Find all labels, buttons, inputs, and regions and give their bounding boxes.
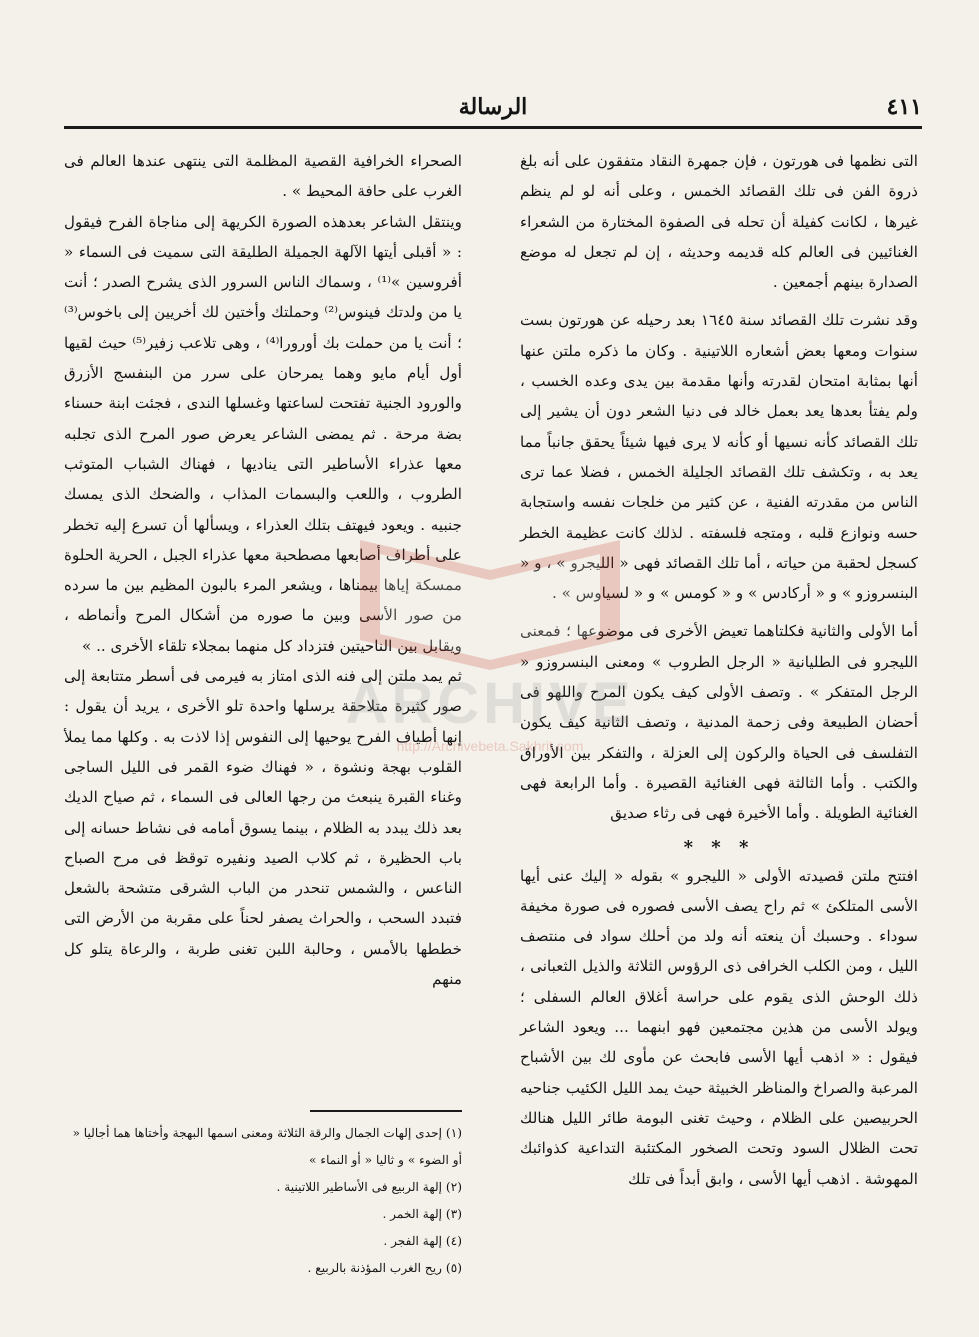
watermark-url: http://Archivebeta.Sakhrit.com	[396, 738, 584, 754]
article-paragraph: ثم يمد ملتن إلى فنه الذى امتاز به فيرمى فى أسطر متتابعة إلى صور كثيرة متلاحقة يرسلها واحدة تلو الأخرى ، يريد أن يقول : إنها أطياف الفرح يوحيها إلى النفوس إذا لاذت به . وكلها مما يملأ القلوب بهجة ونشوة ، « فهناك ضوء القمر فى الليل الساجى وغناء القبرة ينبعث من رجها العالى فى السماء ، ثم صياح الديك بعد ذلك يبدد به الظلام ، بينما يسوق أمامه فى نشاط حسانه إلى باب الحظيرة ، ثم كلاب الصيد ونفيره توقظ فى مرح الصباح الناعس ، والشمس تنحدر من الباب الشرقى متشحة بالشعل فتبدد السحب ، والحراث يصفر لحناً على مقربة من الأرض التى خططها بالأمس ، وحالبة اللبن تغنى طربة ، والرعاة يتلو كل منهم	[64, 667, 462, 989]
article-paragraph: الصحراء الخرافية القصية المظلمة التى ينتهى عندها العالم فى الغرب على حافة المحيط » .	[64, 152, 462, 201]
header-rule	[64, 126, 922, 129]
footnote: (٤) إلهة الفجر .	[383, 1234, 462, 1248]
footnote: (١) إحدى إلهات الجمال والرقة الثلاثة ومعنى اسمها البهجة وأختاها هما أجاليا « أو الضوء » و ثاليا « أو النماء »	[72, 1126, 462, 1167]
footnote-rule	[310, 1110, 462, 1112]
page-number: ٤١١	[886, 94, 922, 120]
footnote: (٥) ريح الغرب المؤذنة بالربيع .	[307, 1261, 462, 1275]
article-paragraph: التى نظمها فى هورتون ، فإن جمهرة النقاد متفقون على أنه بلغ ذروة الفن فى تلك القصائد الخمس ، وعلى أنه لو لم ينظم غيرها ، لكانت كفيلة أن تحله فى الصفوة المختارة من الشعراء الغنائيين فى العالم كله قديمه وحديثه ، إن لم تجعل له موضع الصدارة بينهم أجمعين .	[520, 152, 918, 292]
article-paragraph: وقد نشرت تلك القصائد سنة ١٦٤٥ بعد رحيله عن هورتون بست سنوات ومعها بعض أشعاره اللاتينية . وكان ما ذكره ملتن عنها أنها بمثابة امتحان لقدرته وأنها مقدمة بين يدى وعده الخسب ، ولم يفتأ بعدها يعد بعمل خالد فى دنيا الشعر دون أن يشير إلى تلك القصائد كأنه نسيها أو كأنه لا يرى فيها شيئاً يحقق جانباً مما يعد به ، وتكشف تلك القصائد الجليلة الخمس ، فضلا عما ترى الناس من مقدرته الفنية ، عن كثير من خلجات نفسه واستجابة حسه ونوازع قلبه ، ومتجه فلسفته . لذلك كانت عظيمة الخطر كسجل لحقبة من حياته ، أما تلك القصائد فهى « الليجرو » ، و « البنسروزو » و « أركادس » و « كومس » و « لسياوس » .	[520, 311, 918, 603]
footnote: (٣) إلهة الخمر .	[382, 1207, 462, 1221]
footnotes	[64, 1120, 462, 1282]
right-column	[520, 146, 918, 1194]
section-separator: * * *	[683, 836, 755, 858]
footnote: (٢) إلهة الربيع فى الأساطير اللاتينية .	[276, 1180, 462, 1194]
article-paragraph: افتتح ملتن قصيدته الأولى « الليجرو » بقوله « إليك عنى أيها الأسى المتلكئ » ثم راح يصف الأسى فصوره فى صورة مخيفة سوداء . وحسبك أن ينعته أنه ولد من أحلك سواد فى منتصف الليل ، ومن الكلب الخرافى ذى الرؤوس الثلاثة والذيل الثعبانى ، ذلك الوحش الذى يقوم على حراسة أغلاق العالم السفلى ؛ ويولد الأسى من هذين مجتمعين فهو ابنهما ... ويعود الشاعر فيقول : « اذهب أيها الأسى فابحث عن مأوى لك بين الأشباح المرعبة والصراخ والمناظر الخبيثة حيث يمد الليل الكئيب جناحيه الحربيصين على الظلام ، وحيث تغنى البومة طائر الليل هنالك تحت الظلال السود وتحت الصخور المكتئبة التداعية كذوائبك المهوشة . اذهب أيها الأسى ، وابق أبداً فى تلك	[520, 866, 918, 1188]
page-header	[64, 92, 922, 128]
left-column	[64, 146, 462, 994]
watermark-text: ARCHIVE	[345, 671, 635, 736]
magazine-title: الرسالة	[458, 94, 528, 120]
article-paragraph: أما الأولى والثانية فكلتاهما تعيض الأخرى فى موضوعها ؛ فمعنى الليجرو فى الطليانية « الرجل الطروب » ومعنى البنسروزو « الرجل المتفكر » . وتصف الأولى كيف يكون المرح واللهو فى أحضان الطبيعة وفى زحمة المدنية ، وتصف الثانية كيف يكون التفلسف فى الحياة والركون إلى العزلة ، والتفكر بين الأوراق والكتب . وأما الثالثة فهى الغنائية القصيرة . وأما الرابعة فهى الغنائية الطويلة . وأما الأخيرة فهى فى رثاء صديق	[520, 622, 918, 823]
article-paragraph: وينتقل الشاعر بعدهذه الصورة الكريهة إلى مناجاة الفرح فيقول : « أقبلى أيتها الآلهة الجميلة الطليقة التى سميت فى السماء « أفروسين »⁽¹⁾ ، وسماك الناس السرور الذى يشرح الصدر ؛ أنت يا من ولدتك فينوس⁽²⁾ وحملتك وأختين لك أخريين إلى باخوس⁽³⁾ ؛ أنت يا من حملت بك أورورا⁽⁴⁾ ، وهى تلاعب زفير⁽⁵⁾ حيث لقيها أول أيام مايو وهما يمرحان على سرر من البنفسج الأزرق والورود الجنية تفتحت لساعتها وغسلها الندى ، فجئت ابنة حسناء بضة مرحة . ثم يمضى الشاعر يعرض صور المرح الذى تجلبه معها عذراء الأساطير التى يناديها ، فهناك الشباب المتوثب الطروب ، واللعب والبسمات المذاب ، والضحك الذى يمسك جنبيه . ويعود فيهتف بتلك العذراء ، ويسألها أن تسرع إليه تخطر على أطراف أصابعها مصطحبة معها عذراء الجبل ، الحرية الحلوة ممسكة إياها بيمناها ، ويشعر المرء بالبون المظيم بين ما سرده من صور الأسى وبين ما صوره من أشكال المرح وأنماطه ، ويقابل بين الناحيتين فتزداد كل منهما بمجلاء تلقاء الأخرى .. »	[64, 212, 462, 655]
